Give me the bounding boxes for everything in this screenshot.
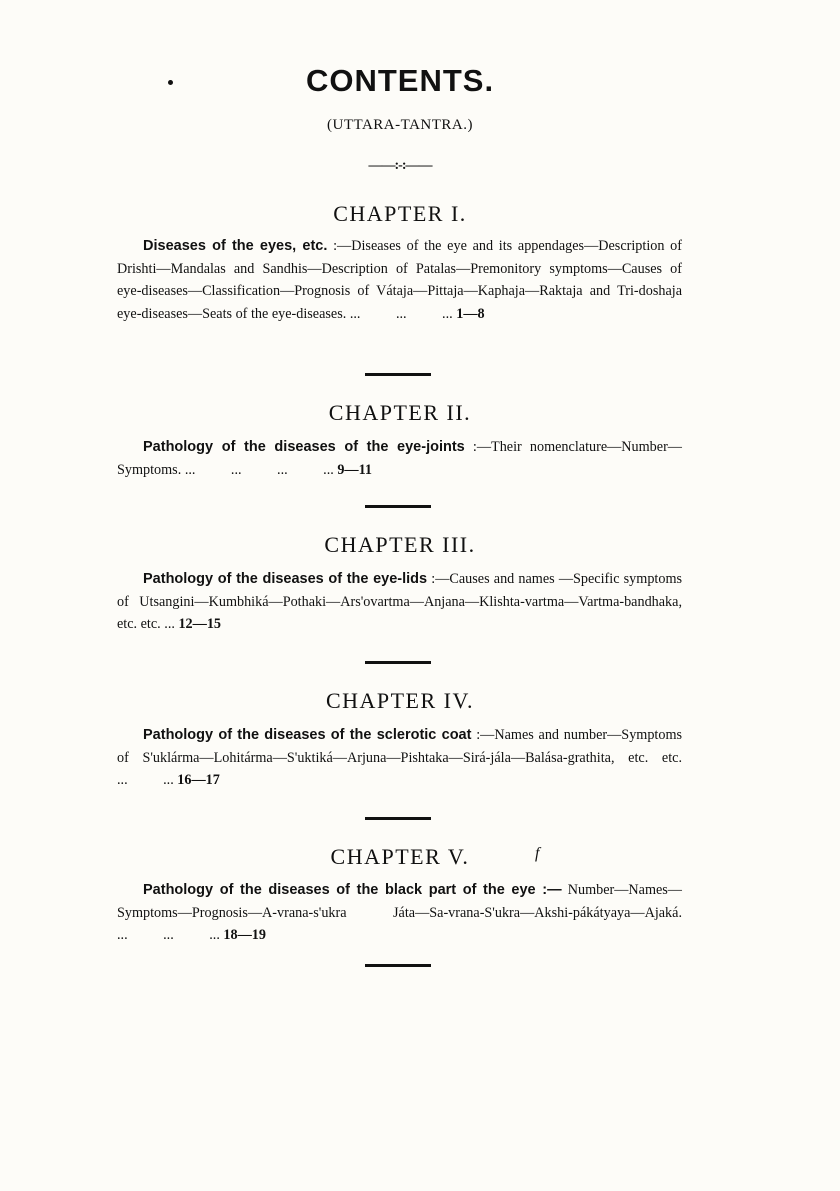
chapter-2-leaders: ... ... ... ... [184, 461, 334, 478]
chapter-4-lead: Pathology of the diseases of the sclerotic coat [143, 727, 472, 743]
chapter-2-entry [117, 436, 682, 481]
chapter-3-text: :—Causes and names —Specific symptoms of Utsangini—Kumbhiká—Pothaki—Ars'ovartma—Anjana—Klishta-vartma—Vartma-bandhaka, etc. etc. [117, 571, 682, 632]
chapter-1-leaders: ... ... ... [349, 305, 453, 322]
chapter-2-pages: 9—11 [337, 461, 373, 478]
chapter-3-heading: CHAPTER III. [324, 532, 476, 557]
chapter-4-heading: CHAPTER IV. [325, 688, 475, 713]
chapter-2-lead: Pathology of the diseases of the eye-joints [143, 439, 465, 455]
chapter-3-entry [117, 568, 682, 636]
chapter-1-pages: 1—8 [456, 305, 485, 322]
chapter-4-pages: 16—17 [177, 772, 220, 788]
chapter-5-text: Number—Names—Symptoms—Prognosis—A-vrana-s'ukra Játa—Sa-vrana-S'ukra—Akshi-pákátyaya—Ajaká. [117, 882, 682, 921]
title-separator: ——:-:—— [368, 158, 432, 173]
page-title: CONTENTS. [305, 63, 495, 98]
chapter-3-pages: 12—15 [178, 616, 222, 632]
chapter-1-text: :—Diseases of the eye and its appendages—Description of Drishti—Mandalas and Sandhis—Description of Patalas—Premonitory symptoms—Causes of eye-diseases—Classification—Prognosis of Vátaja—Pittaja—Kaphaja—Raktaja and Tri-doshaja eye-diseases—Seats of the eye-diseases. [117, 238, 682, 322]
chapter-4-entry [117, 724, 682, 792]
chapter-1-rule [365, 373, 431, 376]
chapter-1-heading: CHAPTER I. [333, 201, 467, 226]
chapter-3-lead: Pathology of the diseases of the eye-lids [143, 571, 428, 587]
chapter-2-heading: CHAPTER II. [328, 400, 472, 425]
chapter-3-rule [365, 661, 431, 664]
stray-mark: f [535, 845, 540, 862]
chapter-2-rule [365, 505, 431, 508]
chapter-5-pages: 18—19 [223, 927, 266, 943]
chapter-4-leaders: ... ... [117, 772, 174, 788]
chapter-3-leaders: ... [164, 616, 175, 632]
chapter-5-rule [365, 964, 431, 967]
chapter-4-text: :—Names and number—Symptoms of S'uklárma—Lohitárma—S'uktiká—Arjuna—Pishtaka—Sirá-jála—Balása-grathita, etc. etc. [117, 727, 683, 766]
chapter-1-entry [117, 235, 682, 325]
chapter-5-entry [117, 879, 682, 947]
chapter-5-lead: Pathology of the diseases of the black part of the eye :— [143, 882, 562, 898]
chapter-1-lead: Diseases of the eyes, etc. [143, 238, 328, 254]
chapter-5-heading: CHAPTER V. [330, 844, 470, 869]
page-subtitle: (UTTARA-TANTRA.) [327, 117, 473, 133]
chapter-2-text: :—Their nomenclature—Number—Symptoms. [117, 439, 682, 478]
chapter-4-rule [365, 817, 431, 820]
chapter-5-leaders: ... ... ... [117, 927, 220, 943]
